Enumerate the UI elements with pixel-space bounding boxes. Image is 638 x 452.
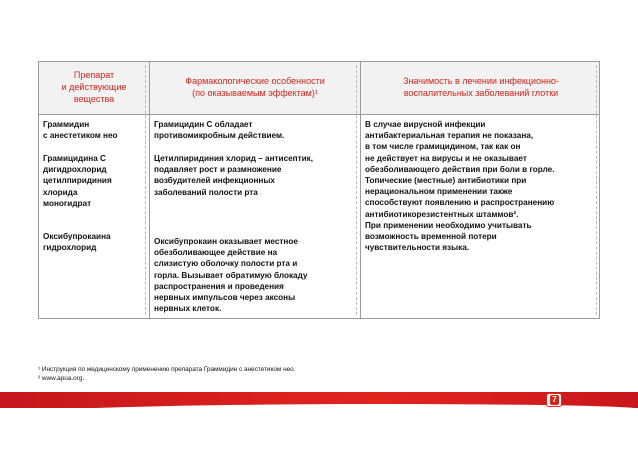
header-pharmacology: Фармакологические особенности (по оказываемым эффектам)¹ [185,76,325,98]
dashed-guide [145,65,146,315]
dashed-guide [596,65,597,315]
column-divider [149,62,150,318]
table-header-row [39,62,599,115]
column-divider [360,62,361,318]
dashed-guide [356,65,357,315]
drug-component: Оксибупрокаина гидрохлорид [43,232,111,253]
header-drug: Препарат и действующие вещества [61,70,127,104]
comparison-table [38,61,600,319]
pharmacology-text: Цетилпиридиния хлорид – антисептик, подавляет рост и размножение возбудителей инфекционных заболеваний полости рта [154,154,314,197]
significance-text: В случае вирусной инфекции антибактериальная терапия не показана, в том числе грамицидином, так как он не действует на вирусы и не оказывает обезболивающего действия при боли в горле. Топические (местные) антибиотики при нерациональном применении также способствуют появлению и распространению антибиотикорезистентных штаммов². При применении необходимо учитывать возможность временной потери чувствительности языка. [365,120,555,253]
drug-component: Грамицидина С дигидрохлорид цетилпиридиния хлорида моногидрат [43,154,112,208]
pharmacology-text: Грамицидин С обладает противомикробным действием. [154,120,285,141]
header-significance: Значимость в лечении инфекционно- воспалительных заболеваний глотки [403,76,559,98]
page-number: 7 [550,395,559,405]
footnote: ² www.apua.org. [38,375,85,382]
footnote: ¹ Инструкция по медицинскому применению препарата Граммидин с анестетиком нео. [38,366,296,373]
pharmacology-text: Оксибупрокаин оказывает местное обезболивающее действие на слизистую оболочку полости рта и горла. Вызывает обратимую блокаду распространения и проведения нервных импульсов через аксоны нервных клеток. [154,237,308,314]
drug-name: Граммидин с анестетиком нео [43,120,118,141]
